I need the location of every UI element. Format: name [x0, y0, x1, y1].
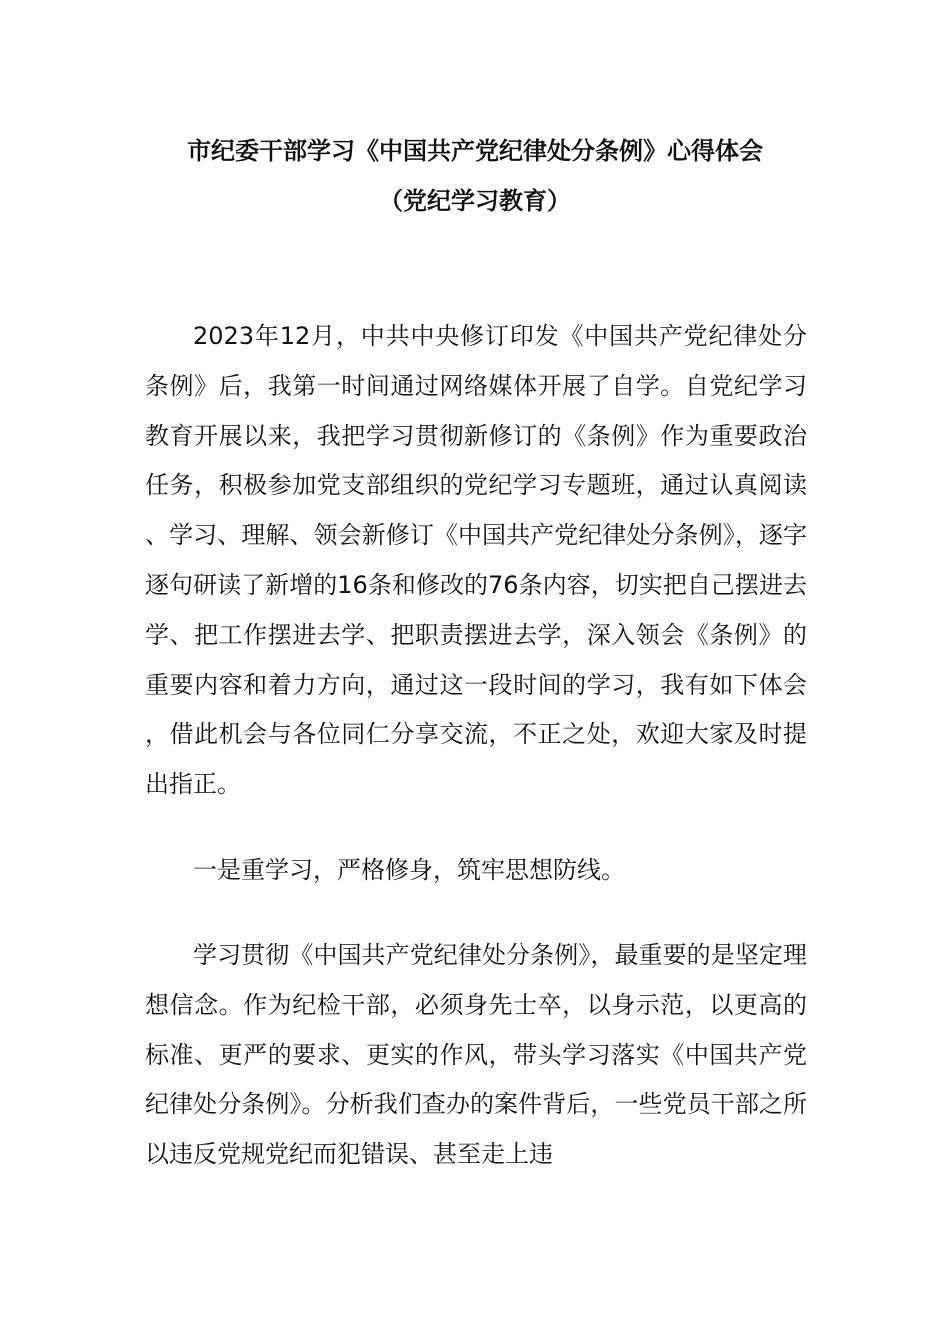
document-title: 市纪委干部学习《中国共产党纪律处分条例》心得体会 [187, 137, 763, 165]
paragraph-section-body: 学习贯彻《中国共产党纪律处分条例》，最重要的是坚定理想信念。作为纪检干部，必须身先士卒，以身示范，以更高的标准、更严的要求、更实的作风，带头学习落实《中国共产党纪律处分条例》。分析我们查办的案件背后，一些党员干部之所以违反党规党纪而犯错误、甚至走上违 [145, 941, 807, 1169]
paragraph-intro: 2023年12月，中共中央修订印发《中国共产党纪律处分条例》后，我第一时间通过网络媒体开展了自学。自党纪学习教育开展以来，我把学习贯彻新修订的《条例》作为重要政治任务，积极参加党支部组织的党纪学习专题班，通过认真阅读、学习、理解、领会新修订《中国共产党纪律处分条例》，逐字逐句研读了新增的16条和修改的76条内容，切实把自己摆进去学、把工作摆进去学、把职责摆进去学，深入领会《条例》的重要内容和着力方向，通过这一段时间的学习，我有如下体会，借此机会与各位同仁分享交流，不正之处，欢迎大家及时提出指正。 [145, 322, 807, 799]
document-subtitle: （党纪学习教育） [379, 187, 571, 215]
paragraph-section-heading: 一是重学习，严格修身，筑牢思想防线。 [193, 856, 625, 884]
